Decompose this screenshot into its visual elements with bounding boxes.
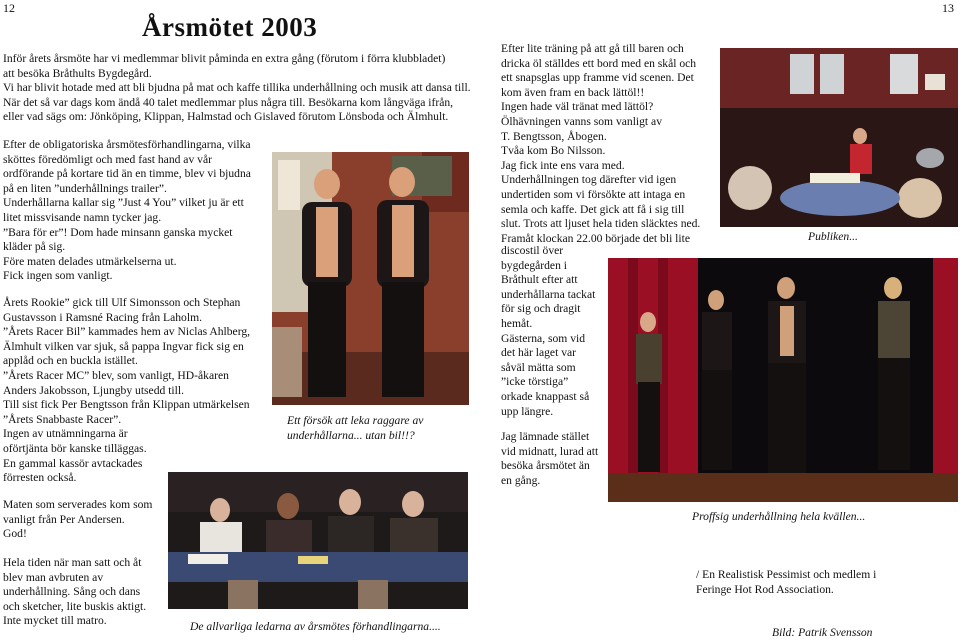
paragraph-food: Maten som serverades kom som vanligt från Per Andersen. God! (3, 498, 153, 541)
caption-leaders: De allvarliga ledarna av årsmötes förhandlingarna.... (190, 620, 441, 633)
paragraph-leaving: Jag lämnade stället vid midnatt, lurad att besöka årsmötet än en gång. (501, 430, 599, 487)
paragraph-disco: discostil över bygdegården i Bråthult efter att underhållarna tackat för sig och dragit hemåt. Gästerna, som vid det här laget var såväl mätta som ”icke törstiga” orkade knappast så upp längre. (501, 244, 596, 418)
intro-paragraph: Inför årets årsmöte har vi medlemmar blivit påminda en extra gång (förutom i förra klubbladet) att besöka Bråthults Bygdegård. Vi har blivit hotade med att bli bjudna på mat och kaffe tillika underhållning och musik att dansa till. När det så var dags kom ändå 40 talet medlemmar plus några till. Besökarna kom långväga ifrån, eller vad sägs om: Jönköping, Klippan, Halmstad och Gislaved förutom Lönsboda och Älmhult. (3, 52, 471, 124)
caption-performers: Ett försök att leka raggare av underhållarna... utan bil!!? (287, 414, 424, 442)
photo-leaders (168, 472, 468, 609)
page-number-left: 12 (3, 1, 15, 15)
caption-stage: Proffsig underhållning hela kvällen... (692, 510, 866, 523)
photo-stage (608, 258, 958, 502)
photo-performers (272, 152, 469, 405)
photo-credit: Bild: Patrik Svensson (772, 626, 873, 639)
paragraph-meeting: Efter de obligatoriska årsmötesförhandlingarna, vilka sköttes föredömligt och med fast hand av vår ordförande på kortare tid än en timme, blev vi bjudna på en liten ”underhållnings trailer”. Underhållarna kallar sig ”Just 4 You” vilket ju är ett litet missvisande namn tycker jag. ”Bara för er”! Dom hade minsann ganska mycket kläder på sig. Före maten delades utmärkelserna ut. Fick ingen som vanligt. (3, 138, 251, 283)
article-title: Årsmötet 2003 (142, 12, 318, 42)
paragraph-entertainment: Hela tiden när man satt och åt blev man avbruten av underhållning. Sång och dans och sketcher, lite buskis aktigt. Inte mycket till matro. (3, 556, 147, 628)
paragraph-awards: Årets Rookie” gick till Ulf Simonsson och Stephan Gustavsson i Ramsné Racing från Laholm. ”Årets Racer Bil” kammades hem av Niclas Ahlberg, Älmhult vilken var sjuk, så pappa Ingvar fick sig en applåd och en buckla istället. ”Årets Racer MC” blev, som vanligt, HD-åkaren Anders Jakobsson, Ljungby utsedd till. Till sist fick Per Bengtsson från Klippan utmärkelsen ”Årets Snabbaste Racer”. Ingen av utnämningarna är oförtjänta bör kanske tilläggas. En gammal kassör avtackades förresten också. (3, 296, 251, 485)
page-number-right: 13 (942, 1, 954, 15)
caption-audience: Publiken... (808, 230, 858, 243)
paragraph-beer-contest: Efter lite träning på att gå till baren och dricka öl ställdes ett bord med en skål och ett snapsglas upp framme vid scenen. Det kom även fram en back lättöl!! Ingen hade väl tränat med lättöl? Ölhävningen vanns som vanligt av T. Bengtsson, Åbogen. Tvåa kom Bo Nilsson. Jag fick inte ens vara med. Underhållningen tog därefter vid igen undertiden som vi försökte att intaga en semla och kaffe. Det gick att få i sig till slut. Trots att ljuset hela tiden släcktes ned. Framåt klockan 22.00 började det bli lite (501, 42, 701, 245)
author-signature: / En Realistisk Pessimist och medlem i Feringe Hot Rod Association. (696, 568, 877, 596)
photo-audience (720, 48, 958, 227)
